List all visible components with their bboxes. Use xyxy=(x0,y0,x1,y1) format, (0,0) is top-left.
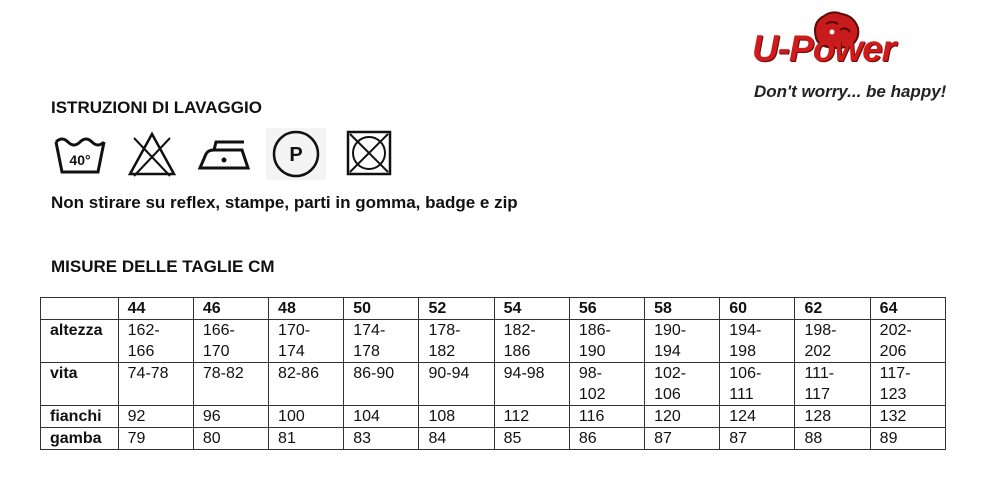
table-cell: 86-90 xyxy=(344,363,419,406)
header-cell: 50 xyxy=(344,298,419,320)
table-row xyxy=(41,406,946,428)
table-cell: 82-86 xyxy=(269,363,344,406)
table-cell: 94-98 xyxy=(494,363,569,406)
table-cell: 74-78 xyxy=(118,363,193,406)
table-cell: 96 xyxy=(193,406,268,428)
row-label: altezza xyxy=(41,320,119,363)
table-cell: 100 xyxy=(269,406,344,428)
header-cell: 58 xyxy=(645,298,720,320)
table-cell: 88 xyxy=(795,428,870,450)
table-cell: 182- 186 xyxy=(494,320,569,363)
table-cell: 90-94 xyxy=(419,363,494,406)
brand-name: U-Power xyxy=(752,28,896,69)
table-cell: 162- 166 xyxy=(118,320,193,363)
care-icons xyxy=(50,128,398,180)
size-table-body xyxy=(41,320,946,450)
svg-text:40°: 40° xyxy=(69,152,91,168)
table-cell: 83 xyxy=(344,428,419,450)
table-cell: 112 xyxy=(494,406,569,428)
table-cell: 124 xyxy=(720,406,795,428)
header-cell: 62 xyxy=(795,298,870,320)
wash-40-icon xyxy=(50,128,110,180)
table-cell: 174- 178 xyxy=(344,320,419,363)
table-cell: 120 xyxy=(645,406,720,428)
table-cell: 84 xyxy=(419,428,494,450)
table-cell: 92 xyxy=(118,406,193,428)
header-cell: 44 xyxy=(118,298,193,320)
dry-clean-p-icon xyxy=(266,128,326,180)
table-cell: 170- 174 xyxy=(269,320,344,363)
table-cell: 80 xyxy=(193,428,268,450)
no-bleach-icon xyxy=(122,128,182,180)
table-cell: 78-82 xyxy=(193,363,268,406)
table-cell: 108 xyxy=(419,406,494,428)
header-cell: 64 xyxy=(870,298,945,320)
no-tumble-dry-icon xyxy=(338,128,398,180)
ironing-note: Non stirare su reflex, stampe, parti in gomma, badge e zip xyxy=(51,193,518,212)
header-cell: 48 xyxy=(269,298,344,320)
table-row xyxy=(41,363,946,406)
table-row xyxy=(41,320,946,363)
header-cell xyxy=(41,298,119,320)
table-cell: 186- 190 xyxy=(569,320,644,363)
table-cell: 104 xyxy=(344,406,419,428)
header-cell: 46 xyxy=(193,298,268,320)
size-header-row xyxy=(41,298,946,320)
table-cell: 86 xyxy=(569,428,644,450)
table-cell: 87 xyxy=(645,428,720,450)
brand-tagline: Don't worry... be happy! xyxy=(754,82,947,101)
header-cell: 54 xyxy=(494,298,569,320)
table-cell: 116 xyxy=(569,406,644,428)
table-cell: 194- 198 xyxy=(720,320,795,363)
table-cell: 198- 202 xyxy=(795,320,870,363)
table-cell: 190- 194 xyxy=(645,320,720,363)
table-cell: 178- 182 xyxy=(419,320,494,363)
table-cell: 106- 111 xyxy=(720,363,795,406)
table-cell: 202- 206 xyxy=(870,320,945,363)
row-label: fianchi xyxy=(41,406,119,428)
table-cell: 111- 117 xyxy=(795,363,870,406)
table-cell: 89 xyxy=(870,428,945,450)
svg-text:P: P xyxy=(289,144,303,166)
table-cell: 98- 102 xyxy=(569,363,644,406)
table-cell: 132 xyxy=(870,406,945,428)
sizes-title: MISURE DELLE TAGLIE CM xyxy=(51,257,275,276)
header-cell: 56 xyxy=(569,298,644,320)
row-label: gamba xyxy=(41,428,119,450)
table-cell: 79 xyxy=(118,428,193,450)
table-cell: 87 xyxy=(720,428,795,450)
table-cell: 85 xyxy=(494,428,569,450)
header-cell: 60 xyxy=(720,298,795,320)
table-cell: 81 xyxy=(269,428,344,450)
table-cell: 102- 106 xyxy=(645,363,720,406)
table-cell: 166- 170 xyxy=(193,320,268,363)
header-cell: 52 xyxy=(419,298,494,320)
table-row xyxy=(41,428,946,450)
row-label: vita xyxy=(41,363,119,406)
table-cell: 117- 123 xyxy=(870,363,945,406)
iron-low-icon xyxy=(194,128,254,180)
washing-title: ISTRUZIONI DI LAVAGGIO xyxy=(51,98,262,117)
table-cell: 128 xyxy=(795,406,870,428)
brand-logo xyxy=(752,6,964,102)
size-table xyxy=(40,297,946,450)
